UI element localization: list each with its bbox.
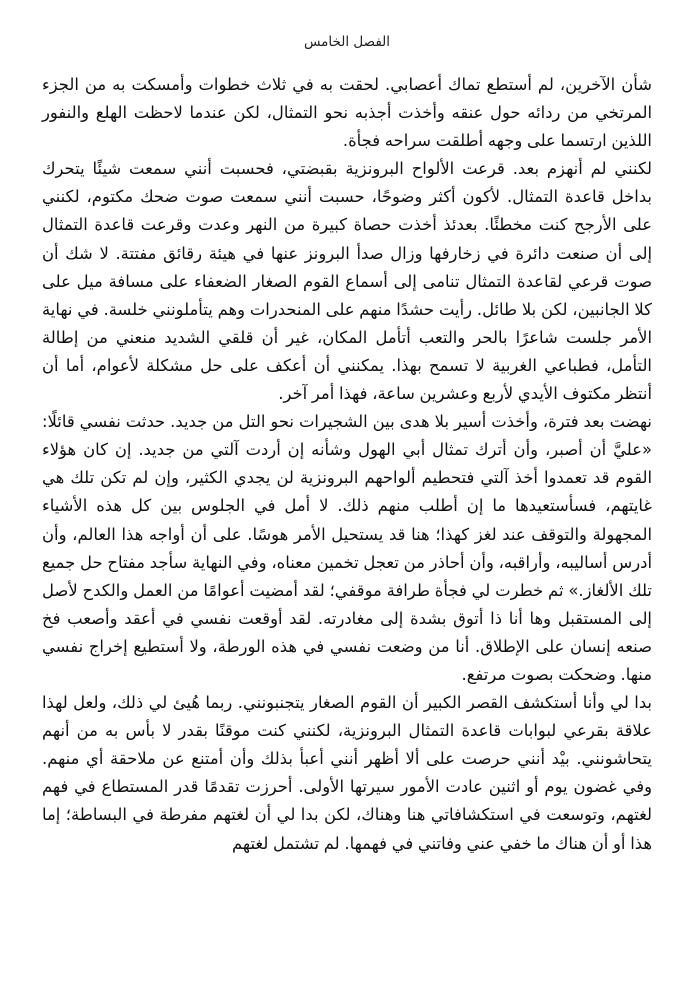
paragraph: شأن الآخرين، لم أستطع تماك أعصابي. لحقت به في ثلاث خطوات وأمسكت به من الجزء المرتخي من ردائه حول عنقه وأخذت أجذبه نحو التمثال، لكن عندما لاحظت الهلع والنفور اللذين ارتسما على وجهه أطلقت سراحه فجأة. bbox=[42, 75, 652, 151]
paragraph: بدا لي وأنا أستكشف القصر الكبير أن القوم الصغار يتجنبونني. ربما هُيئ لي ذلك، ولعل لهذا علاقة بقرعي لبوابات قاعدة التمثال البرونزية، لكنني كنت موقنًا بقدر لا بأس به من أنهم يتحاشونني. بيْد أنني حرصت على ألا أظهر أنني أعبأ بذلك وأن أمتنع عن ملاحقة أي منهم. وفي غضون يوم أو اثنين عادت الأمور سيرتها الأولى. أحرزت تقدمًا قدر المستطاع في فهم لغتهم، وتوسعت في استكشافاتي هنا وهناك، لكن بدا لي أن لغتهم مفرطة في البساطة؛ إما هذا أو أن هناك ما خفي عني وفاتني في فهمها. لم تشتمل لغتهم bbox=[42, 693, 652, 853]
paragraph: لكنني لم أنهزم بعد. قرعت الألواح البرونزية بقبضتي، فحسبت أنني سمعت شيئًا يتحرك بداخل قاعدة التمثال. لأكون أكثر وضوحًا، حسبت أنني سمعت صوت ضحك مكتوم، لكنني على الأرجح كنت مخطئًا. بعدئذ أخذت حصاة كبيرة من النهر وعدت وقرعت قاعدة التمثال إلى أن صنعت دائرة في زخارفها وزال صدأ البرونز عنها في هيئة رقائق مفتتة. لا شك أن صوت قرعي لقاعدة التمثال تنامى إلى أسماع القوم الصغار الضعفاء على مسافة ميل على كلا الجانبين، لكن بلا طائل. رأيت حشدًا منهم على المنحدرات وهم يتأملونني خلسة. في نهاية الأمر جلست شاعرًا بالحر والتعب أتأمل المكان، غير أن قلقي الشديد منعني من إطالة التأمل، فطباعي الغربية لا تسمح بهذا. يمكنني أن أعكف على حل مشكلة لأعوام، أما أن أنتظر مكتوف الأيدي لأربع وعشرين ساعة، فهذا أمر آخر. bbox=[42, 159, 652, 404]
paragraph: نهضت بعد فترة، وأخذت أسير بلا هدى بين الشجيرات نحو التل من جديد. حدثت نفسي قائلًا: «عليَّ أن أصبر، وأن أترك تمثال أبي الهول وشأنه إن أردت آلتي من جديد. إن كان هؤلاء القوم قد تعمدوا أخذ آلتي فتحطيم ألواحهم البرونزية لن يجدي الكثير، وإن لم تكن تلك هي غايتهم، فسأستعيدها ما إن أطلب منهم ذلك. لا أمل في الجلوس بين كل هذه الأشياء المجهولة والتوقف عند لغز كهذا؛ هنا قد يستحيل الأمر هوسًا. على أن أواجه هذا العالم، وأن أدرس أساليبه، وأراقبه، وأن أحاذر من تعجل تخمين معناه، وفي النهاية سأجد مفتاح حل جميع تلك الألغاز.» ثم خطرت لي فجأة طرافة موقفي؛ لقد أمضيت أعوامًا من العمل والكدح لأصل إلى المستقبل وها أنا ذا أتوق بشدة إلى مغادرته. لقد أوقعت نفسي في أعقد وأصعب فخ صنعه إنسان على الإطلاق. أنا من وضعت نفسي في هذه الورطة، ولا أستطيع إخراج نفسي منها. وضحكت بصوت مرتفع. bbox=[42, 412, 652, 684]
chapter-running-header: الفصل الخامس bbox=[303, 34, 391, 50]
page-body bbox=[42, 71, 652, 858]
